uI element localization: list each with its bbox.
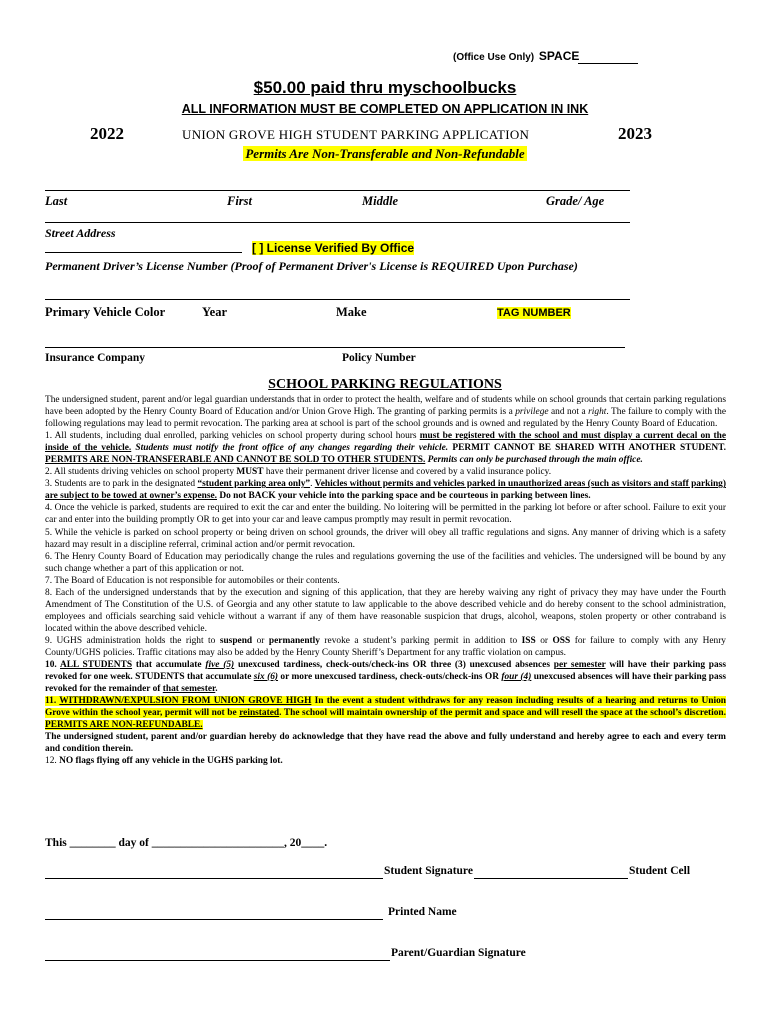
parent-signature-line[interactable] — [45, 960, 390, 961]
name-line[interactable] — [45, 190, 630, 191]
fee-notice: $50.00 paid thru myschoolbucks — [253, 78, 517, 97]
year-left: 2022 — [90, 124, 124, 143]
rule-12: 12. NO flags flying off any vehicle in the UGHS parking lot. — [45, 756, 283, 767]
student-signature-line[interactable] — [45, 878, 383, 879]
student-cell-label: Student Cell — [629, 865, 691, 877]
rule-2: 2. All students driving vehicles on school property MUST have their permanent driver license and covered by a valid insurance policy. — [45, 467, 552, 478]
printed-name-line[interactable] — [45, 919, 383, 920]
rule-8: 8. Each of the undersigned understands that by the execution and signing of this application, that they are hereby waiving any right of privacy they may have under the Fourth Amendment of The Constitution of the U.S. of Georgia and any other statute to law applicable to the above described vehicle and do hereby consent to the school administration, employees and officials searching said vehicle without a warrant if any of them have reasonable suspicion that drugs, alcohol, weapons, stolen property or other contraband is located within the above described vehicle. — [45, 587, 726, 634]
vehicle-year-label: Year — [202, 305, 227, 319]
regulations-intro: The undersigned student, parent and/or legal guardian understands that in order to protect the health, welfare and of students while on school grounds that certain parking regulations have been adopted by the Henry County Board of Education and/or Union Grove High. The granting of parking permits is a privilege and not a right. The failure to comply with the following regulations may lead to permit revocation. The parking area at school is part of the school grounds and is owned and regulated by the Henry County Board of Education. — [45, 395, 726, 430]
insurance-line[interactable] — [45, 347, 625, 348]
rule-9: 9. UGHS administration holds the right to suspend or permanently revoke a student’s parking permit in addition to ISS or OSS for failure to comply with any Henry County/UGHS policies. Traffic citations may also be added by the Henry County Sheriff’s Department for any traffic violation on campus. — [45, 635, 726, 658]
insurance-company-label: Insurance Company — [45, 352, 146, 364]
policy-number-label: Policy Number — [342, 352, 416, 364]
license-number-line[interactable] — [45, 252, 242, 253]
tag-number-label: TAG NUMBER — [497, 307, 571, 319]
space-label: SPACE — [538, 49, 580, 63]
date-line[interactable]: This ________ day of _______________________, 20____. — [45, 837, 328, 849]
grade-age-label: Grade/ Age — [546, 194, 605, 208]
vehicle-make-label: Make — [336, 305, 367, 319]
first-name-label: First — [227, 194, 253, 208]
last-name-label: Last — [45, 194, 68, 208]
vehicle-color-label: Primary Vehicle Color — [45, 305, 166, 319]
vehicle-line[interactable] — [45, 299, 630, 300]
form-title: UNION GROVE HIGH STUDENT PARKING APPLICATION — [182, 127, 530, 142]
rule-4: 4. Once the vehicle is parked, students are required to exit the car and enter the building. No loitering will be permitted in the parking lot before or after school. Failure to exit your car and enter into the building promptly OR to get into your car and leave campus promptly may result in permit revocation. — [45, 503, 726, 526]
rule-10: 10. ALL STUDENTS that accumulate five (5) unexcused tardiness, check-outs/check-ins OR three (3) unexcused absences per semester will have their parking pass revoked for one week. STUDENTS that accumulate six (6) or more unexcused tardiness, check-outs/check-ins OR four (4) unexcused absences will have their parking pass revoked for the remainder of that semester. — [45, 660, 726, 695]
rule-6: 6. The Henry County Board of Education may periodically change the rules and regulations governing the use of the facilities and vehicles. The undersigned will be bound by any such change whether a part of this application or not. — [45, 551, 726, 574]
license-number-label: Permanent Driver’s License Number (Proof of Permanent Driver's License is REQUIRED Upon Purchase) — [45, 259, 578, 273]
rule-3: 3. Students are to park in the designated “student parking area only”. Vehicles without permits and vehicles parked in unauthorized areas (such as visitors and staff parking) are subject to be towed at owner’s expense. Do not BACK your vehicle into the parking space and be courteous in parking between lines. — [45, 479, 726, 502]
rule-7: 7. The Board of Education is not responsible for automobiles or their contents. — [45, 575, 340, 586]
rule-1: 1. All students, including dual enrolled, parking vehicles on school property during school hours must be registered with the school and must display a current decal on the inside of the vehicle. Students must notify the front office of any changes regarding their vehicle. PERMIT CANNOT BE SHARED WITH ANOTHER STUDENT. PERMITS ARE NON-TRANSFERABLE AND CANNOT BE SOLD TO OTHER STUDENTS. Permits can only be purchased through the main office. — [45, 431, 726, 466]
space-blank-line[interactable] — [578, 63, 638, 64]
license-verified-box[interactable]: [ ] License Verified By Office — [252, 241, 415, 255]
office-use-label: (Office Use Only) SPACE — [453, 49, 580, 63]
student-signature-label: Student Signature — [384, 865, 473, 877]
year-right: 2023 — [618, 124, 652, 143]
student-cell-line[interactable] — [474, 878, 628, 879]
printed-name-label: Printed Name — [388, 906, 457, 918]
rule-11: 11. WITHDRAWN/EXPULSION FROM UNION GROVE HIGH In the event a student withdraws for any reason including results of a hearing and returns to Union Grove within the school year, permit will not be reinstated. The school will maintain ownership of the permit and space and will resell the space at the school’s discretion. PERMITS ARE NON-REFUNDABLE. — [45, 696, 726, 731]
parent-signature-label: Parent/Guardian Signature — [391, 947, 526, 959]
acknowledgement: The undersigned student, parent and/or guardian hereby do acknowledge that they have read the above and fully understand and hereby agree to each and every term and condition therein. — [45, 732, 726, 755]
regulations-body — [45, 394, 726, 767]
permits-notice: Permits Are Non-Transferable and Non-Refundable — [245, 146, 525, 161]
regulations-heading: SCHOOL PARKING REGULATIONS — [268, 377, 502, 392]
street-address-label: Street Address — [45, 226, 116, 240]
ink-notice: ALL INFORMATION MUST BE COMPLETED ON APPLICATION IN INK — [181, 102, 589, 116]
middle-name-label: Middle — [362, 194, 399, 208]
rule-5: 5. While the vehicle is parked on school property or being driven on school grounds, the driver will obey all traffic regulations and signs. Any manner of driving which is a safety hazard may result in a discipline referral, criminal action and/or permit revocation. — [45, 527, 726, 550]
street-address-line[interactable] — [45, 222, 630, 223]
